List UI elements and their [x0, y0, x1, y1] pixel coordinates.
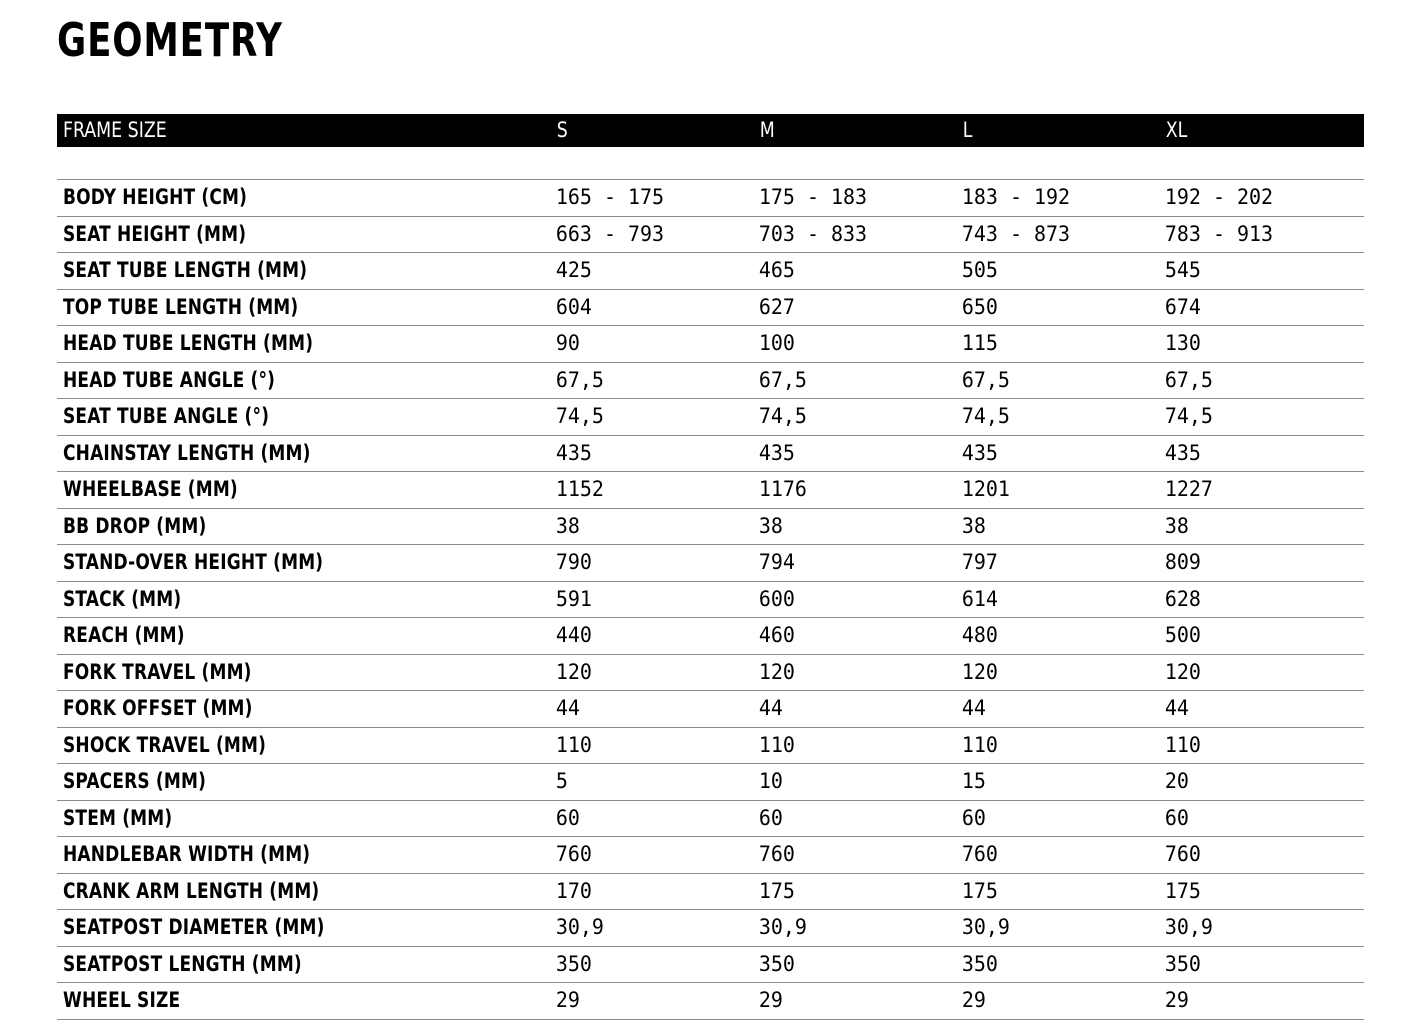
row-label: BB DROP (MM) [63, 513, 207, 538]
row-value-s: 790 [555, 550, 592, 575]
row-value-xl: 38 [1164, 513, 1189, 538]
row-value-s: 74,5 [555, 404, 604, 429]
row-value-xl: 628 [1164, 586, 1201, 611]
row-value-xl: 545 [1164, 258, 1201, 283]
row-label: SEAT TUBE LENGTH (MM) [63, 258, 308, 283]
row-value-s: 604 [555, 294, 592, 319]
row-value-m: 627 [758, 294, 795, 319]
table-row [57, 545, 1364, 582]
table-row [57, 983, 1364, 1020]
table-spacer [57, 147, 1364, 180]
row-value-m: 38 [758, 513, 783, 538]
row-label: FORK TRAVEL (MM) [63, 659, 252, 684]
row-value-m: 60 [758, 805, 783, 830]
row-value-l: 175 [961, 878, 998, 903]
row-value-s: 30,9 [555, 915, 604, 940]
row-value-xl: 29 [1164, 988, 1189, 1013]
row-label: HANDLEBAR WIDTH (MM) [63, 842, 311, 867]
row-value-l: 44 [961, 696, 986, 721]
row-label: WHEELBASE (MM) [63, 477, 238, 502]
row-value-s: 591 [555, 586, 592, 611]
row-label: HEAD TUBE ANGLE (°) [63, 367, 276, 392]
table-row [57, 837, 1364, 874]
row-value-l: 614 [961, 586, 998, 611]
table-row [57, 253, 1364, 290]
row-label: SEATPOST DIAMETER (MM) [63, 915, 325, 940]
row-value-s: 440 [555, 623, 592, 648]
row-value-m: 175 [758, 878, 795, 903]
row-value-s: 435 [555, 440, 592, 465]
row-value-xl: 500 [1164, 623, 1201, 648]
table-row [57, 363, 1364, 400]
row-value-l: 435 [961, 440, 998, 465]
row-value-xl: 674 [1164, 294, 1201, 319]
row-value-xl: 67,5 [1164, 367, 1213, 392]
row-value-m: 30,9 [758, 915, 807, 940]
table-row [57, 399, 1364, 436]
row-value-s: 5 [555, 769, 568, 794]
row-value-m: 703 - 833 [758, 221, 868, 246]
row-label: HEAD TUBE LENGTH (MM) [63, 331, 314, 356]
table-row [57, 436, 1364, 473]
row-value-m: 600 [758, 586, 795, 611]
row-label: CHAINSTAY LENGTH (MM) [63, 440, 311, 465]
page-title: GEOMETRY [57, 13, 283, 67]
row-label: STEM (MM) [63, 805, 173, 830]
header-size-l: L [962, 118, 973, 142]
row-value-s: 90 [555, 331, 580, 356]
row-value-s: 29 [555, 988, 580, 1013]
header-size-xl: XL [1165, 118, 1188, 142]
row-value-m: 1176 [758, 477, 807, 502]
row-value-l: 480 [961, 623, 998, 648]
row-label: SEAT HEIGHT (MM) [63, 221, 247, 246]
row-label: REACH (MM) [63, 623, 185, 648]
geometry-table [57, 114, 1364, 1020]
row-value-l: 15 [961, 769, 986, 794]
row-value-l: 505 [961, 258, 998, 283]
row-value-l: 115 [961, 331, 998, 356]
row-label: TOP TUBE LENGTH (MM) [63, 294, 299, 319]
table-row [57, 582, 1364, 619]
row-value-xl: 809 [1164, 550, 1201, 575]
row-value-m: 110 [758, 732, 795, 757]
row-value-s: 350 [555, 951, 592, 976]
table-row [57, 618, 1364, 655]
table-row [57, 326, 1364, 363]
row-value-xl: 30,9 [1164, 915, 1213, 940]
row-value-l: 30,9 [961, 915, 1010, 940]
header-size-m: M [759, 118, 775, 142]
table-row [57, 691, 1364, 728]
row-value-m: 120 [758, 659, 795, 684]
row-value-s: 760 [555, 842, 592, 867]
row-value-s: 663 - 793 [555, 221, 665, 246]
row-value-l: 350 [961, 951, 998, 976]
row-value-xl: 74,5 [1164, 404, 1213, 429]
row-value-m: 100 [758, 331, 795, 356]
row-value-xl: 110 [1164, 732, 1201, 757]
row-value-m: 460 [758, 623, 795, 648]
row-label: FORK OFFSET (MM) [63, 696, 253, 721]
row-value-l: 183 - 192 [961, 185, 1071, 210]
table-row [57, 910, 1364, 947]
row-value-s: 44 [555, 696, 580, 721]
row-label: SPACERS (MM) [63, 769, 207, 794]
row-value-m: 29 [758, 988, 783, 1013]
row-value-l: 74,5 [961, 404, 1010, 429]
row-value-l: 797 [961, 550, 998, 575]
row-value-l: 120 [961, 659, 998, 684]
row-label: SEATPOST LENGTH (MM) [63, 951, 302, 976]
row-value-xl: 1227 [1164, 477, 1213, 502]
table-body [57, 180, 1364, 1020]
row-value-l: 743 - 873 [961, 221, 1071, 246]
row-value-s: 110 [555, 732, 592, 757]
table-row [57, 947, 1364, 984]
header-frame-size: FRAME SIZE [63, 118, 167, 142]
table-row [57, 874, 1364, 911]
row-value-s: 425 [555, 258, 592, 283]
row-value-m: 67,5 [758, 367, 807, 392]
row-label: SEAT TUBE ANGLE (°) [63, 404, 270, 429]
row-value-m: 44 [758, 696, 783, 721]
row-label: CRANK ARM LENGTH (MM) [63, 878, 320, 903]
row-value-m: 435 [758, 440, 795, 465]
row-value-xl: 175 [1164, 878, 1201, 903]
row-label: BODY HEIGHT (CM) [63, 185, 248, 210]
row-value-xl: 783 - 913 [1164, 221, 1274, 246]
row-value-s: 67,5 [555, 367, 604, 392]
row-value-s: 120 [555, 659, 592, 684]
row-value-xl: 192 - 202 [1164, 185, 1274, 210]
row-label: WHEEL SIZE [63, 988, 181, 1013]
row-value-xl: 350 [1164, 951, 1201, 976]
row-value-xl: 435 [1164, 440, 1201, 465]
row-value-s: 1152 [555, 477, 604, 502]
row-value-s: 165 - 175 [555, 185, 665, 210]
row-value-l: 29 [961, 988, 986, 1013]
table-row [57, 764, 1364, 801]
row-value-m: 465 [758, 258, 795, 283]
row-value-m: 74,5 [758, 404, 807, 429]
table-row [57, 655, 1364, 692]
row-value-m: 175 - 183 [758, 185, 868, 210]
row-value-xl: 20 [1164, 769, 1189, 794]
row-value-l: 110 [961, 732, 998, 757]
row-value-l: 1201 [961, 477, 1010, 502]
row-value-xl: 130 [1164, 331, 1201, 356]
row-value-s: 170 [555, 878, 592, 903]
row-value-xl: 60 [1164, 805, 1189, 830]
row-value-l: 67,5 [961, 367, 1010, 392]
row-value-xl: 760 [1164, 842, 1201, 867]
header-size-s: S [556, 118, 568, 142]
row-label: STAND-OVER HEIGHT (MM) [63, 550, 324, 575]
table-row [57, 290, 1364, 327]
row-value-m: 794 [758, 550, 795, 575]
row-value-l: 650 [961, 294, 998, 319]
row-value-m: 10 [758, 769, 783, 794]
row-value-l: 38 [961, 513, 986, 538]
table-row [57, 801, 1364, 838]
row-value-xl: 44 [1164, 696, 1189, 721]
table-row [57, 472, 1364, 509]
row-value-s: 38 [555, 513, 580, 538]
row-label: SHOCK TRAVEL (MM) [63, 732, 267, 757]
table-row [57, 180, 1364, 217]
table-row [57, 509, 1364, 546]
table-header [57, 114, 1364, 147]
table-row [57, 217, 1364, 254]
row-value-m: 350 [758, 951, 795, 976]
table-row [57, 728, 1364, 765]
row-value-s: 60 [555, 805, 580, 830]
row-label: STACK (MM) [63, 586, 182, 611]
row-value-l: 760 [961, 842, 998, 867]
row-value-xl: 120 [1164, 659, 1201, 684]
row-value-l: 60 [961, 805, 986, 830]
row-value-m: 760 [758, 842, 795, 867]
